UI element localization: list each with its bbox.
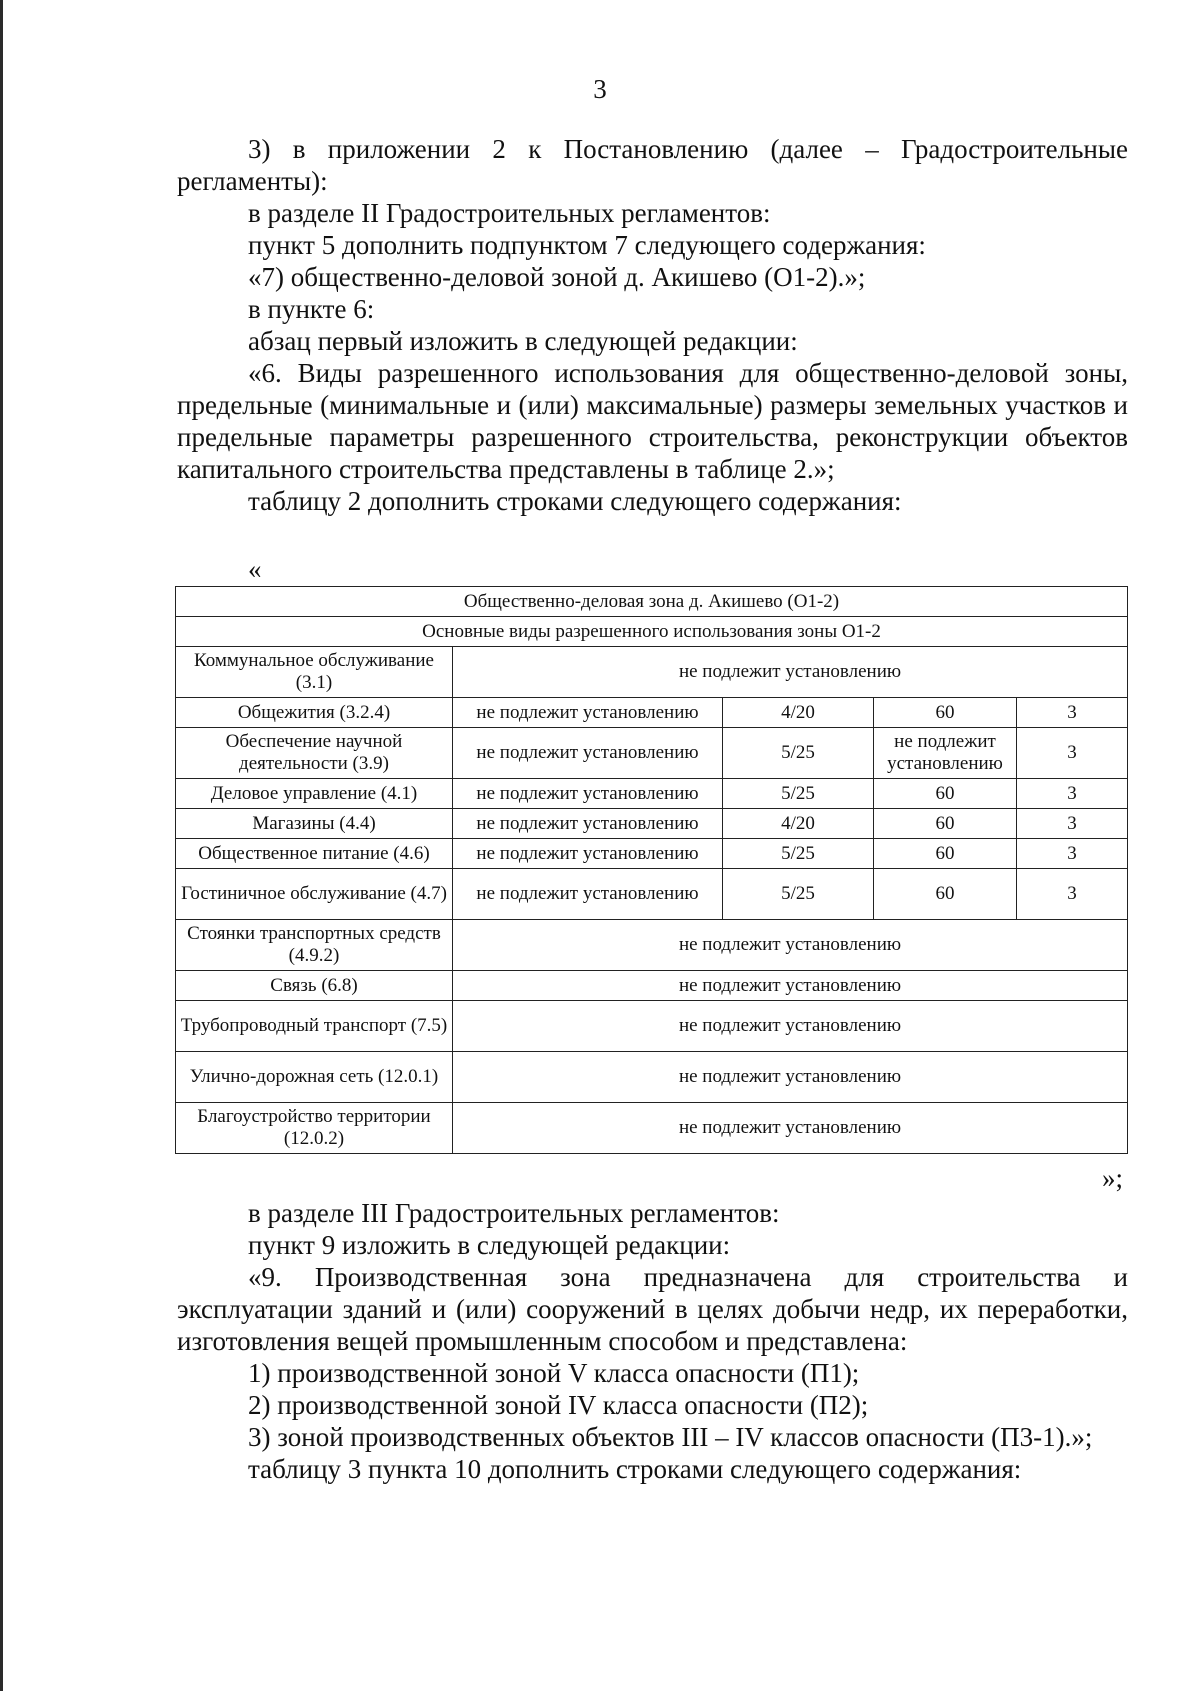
outro-paragraph-1: в разделе III Градостроительных регламентов: [248, 1198, 780, 1228]
value-cell: 5/25 [723, 869, 874, 920]
value-cell: 5/25 [723, 839, 874, 869]
value-cell: не подлежит установлению [453, 698, 723, 728]
table-row [176, 869, 1128, 920]
table-row [176, 617, 1128, 647]
use-name-cell: Благоустройство территории (12.0.2) [176, 1103, 453, 1154]
value-cell: 60 [874, 809, 1017, 839]
value-cell: не подлежит установлению [453, 869, 723, 920]
intro-paragraph-2: в разделе II Градостроительных регламентов: [248, 198, 771, 228]
value-cell: 3 [1017, 839, 1128, 869]
use-name-cell: Деловое управление (4.1) [176, 779, 453, 809]
zone-subtitle-cell: Основные виды разрешенного использования зоны О1-2 [176, 617, 1128, 647]
use-name-cell: Коммунальное обслуживание (3.1) [176, 647, 453, 698]
value-cell: 3 [1017, 809, 1128, 839]
use-name-cell: Связь (6.8) [176, 971, 453, 1001]
use-name-cell: Общественное питание (4.6) [176, 839, 453, 869]
outro-paragraph-4: 1) производственной зоной V класса опасности (П1); [248, 1358, 860, 1388]
outro-paragraph-7: таблицу 3 пункта 10 дополнить строками следующего содержания: [248, 1454, 1022, 1484]
merged-value-cell: не подлежит установлению [453, 971, 1128, 1001]
outro-paragraph-6: 3) зоной производственных объектов III – IV классов опасности (П3-1).»; [248, 1422, 1093, 1452]
value-cell: не подлежит установлению [453, 809, 723, 839]
table-row [176, 779, 1128, 809]
value-cell: 3 [1017, 698, 1128, 728]
value-cell: не подлежит установлению [453, 839, 723, 869]
merged-value-cell: не подлежит установлению [453, 1052, 1128, 1103]
outro-paragraph-2: пункт 9 изложить в следующей редакции: [248, 1230, 731, 1260]
merged-value-cell: не подлежит установлению [453, 1001, 1128, 1052]
use-name-cell: Гостиничное обслуживание (4.7) [176, 869, 453, 920]
outro-paragraph-3: «9. Производственная зона предназначена для строительства и эксплуатации зданий и (или) сооружений в целях добычи недр, их переработки, изготовления вещей промышленным способом и представлена: [177, 1262, 1128, 1356]
value-cell: 60 [874, 698, 1017, 728]
table-row [176, 587, 1128, 617]
merged-value-cell: не подлежит установлению [453, 1103, 1128, 1154]
intro-text [177, 133, 1128, 517]
outro-text [177, 1197, 1128, 1485]
outro-paragraph-5: 2) производственной зоной IV класса опасности (П2); [248, 1390, 869, 1420]
merged-value-cell: не подлежит установлению [453, 920, 1128, 971]
value-cell: 4/20 [723, 809, 874, 839]
value-cell: 5/25 [723, 728, 874, 779]
table-row [176, 1103, 1128, 1154]
use-name-cell: Трубопроводный транспорт (7.5) [176, 1001, 453, 1052]
table-row [176, 647, 1128, 698]
value-cell: 5/25 [723, 779, 874, 809]
page-left-edge [0, 0, 3, 1691]
use-name-cell: Магазины (4.4) [176, 809, 453, 839]
value-cell: не подлежит установлению [874, 728, 1017, 779]
value-cell: 60 [874, 779, 1017, 809]
value-cell: не подлежит установлению [453, 728, 723, 779]
quote-open-mark: « [248, 554, 262, 584]
table-row [176, 971, 1128, 1001]
intro-paragraph-4: «7) общественно-деловой зоной д. Акишево (О1-2).»; [248, 262, 866, 292]
use-name-cell: Обеспечение научной деятельности (3.9) [176, 728, 453, 779]
use-name-cell: Стоянки транспортных средств (4.9.2) [176, 920, 453, 971]
table-row [176, 1001, 1128, 1052]
table-row [176, 809, 1128, 839]
page-number: 3 [593, 74, 607, 104]
intro-paragraph-5: в пункте 6: [248, 294, 375, 324]
merged-value-cell: не подлежит установлению [453, 647, 1128, 698]
zone-title-cell: Общественно-деловая зона д. Акишево (О1-2) [176, 587, 1128, 617]
intro-paragraph-8: таблицу 2 дополнить строками следующего содержания: [248, 486, 902, 516]
value-cell: 60 [874, 869, 1017, 920]
intro-paragraph-3: пункт 5 дополнить подпунктом 7 следующего содержания: [248, 230, 926, 260]
table-row [176, 698, 1128, 728]
value-cell: 3 [1017, 728, 1128, 779]
value-cell: 4/20 [723, 698, 874, 728]
table-row [176, 839, 1128, 869]
table-row [176, 1052, 1128, 1103]
value-cell: 60 [874, 839, 1017, 869]
intro-paragraph-1: 3) в приложении 2 к Постановлению (далее – Градостроительные регламенты): [177, 134, 1128, 196]
use-name-cell: Общежития (3.2.4) [176, 698, 453, 728]
regulations-table [175, 586, 1128, 1154]
intro-paragraph-6: абзац первый изложить в следующей редакции: [248, 326, 798, 356]
value-cell: не подлежит установлению [453, 779, 723, 809]
table-row [176, 728, 1128, 779]
quote-close-mark: »; [1102, 1163, 1124, 1193]
table-row [176, 920, 1128, 971]
value-cell: 3 [1017, 779, 1128, 809]
value-cell: 3 [1017, 869, 1128, 920]
intro-paragraph-7: «6. Виды разрешенного использования для общественно-деловой зоны, предельные (минимальные и (или) максимальные) размеры земельных участков и предельные параметры разрешенного строительства, реконструкции объектов капитального строительства представлены в таблице 2.»; [177, 358, 1128, 484]
use-name-cell: Улично-дорожная сеть (12.0.1) [176, 1052, 453, 1103]
